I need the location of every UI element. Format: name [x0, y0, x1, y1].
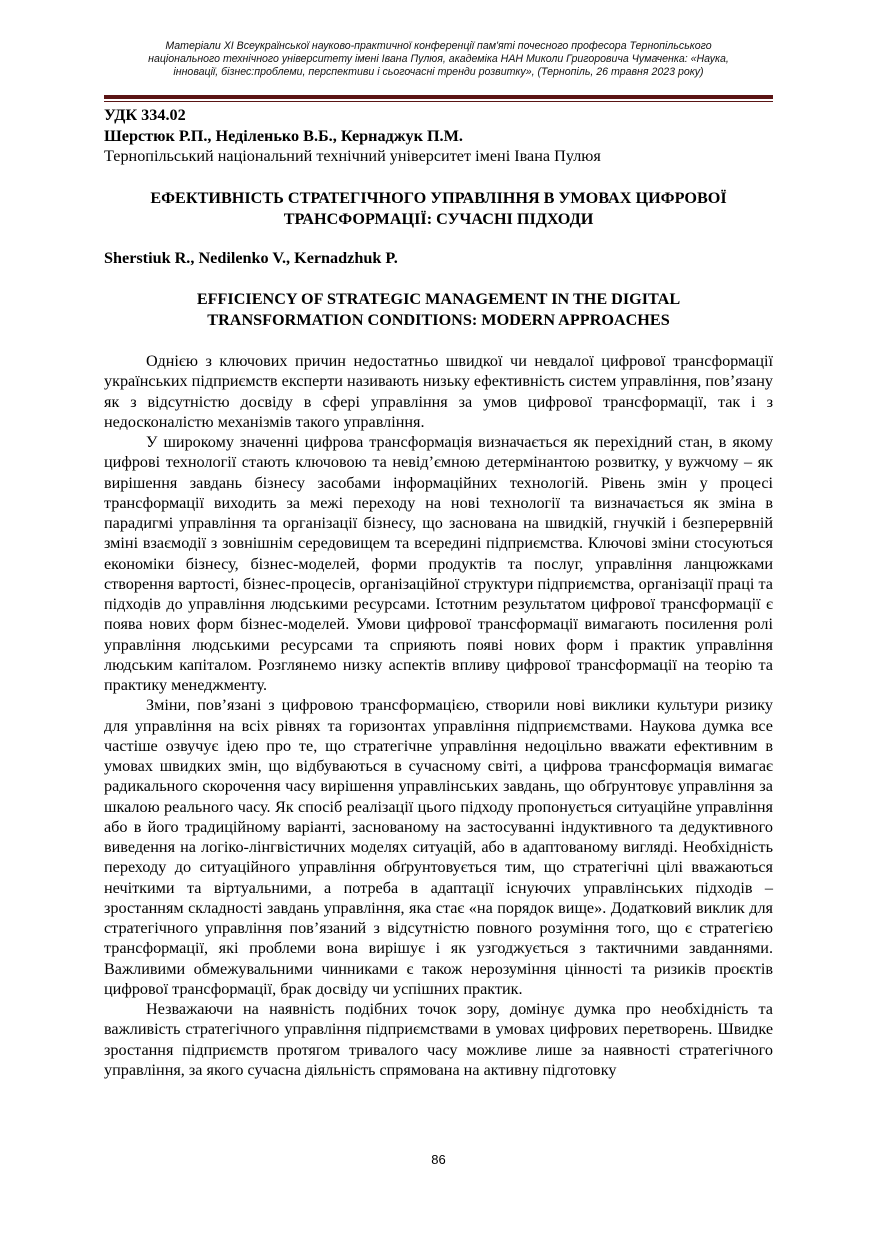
header-rule-thick	[104, 95, 773, 99]
paragraph-4: Незважаючи на наявність подібних точок зору, домінує думка про необхідність та важливість стратегічного управління підприємствами в умовах цифрових перетворень. Швидке зростання підприємств протягом тривалого часу можливе лише за наявності стратегічного управління, за якого сучасна діяльність спрямована на активну підготовку	[104, 1000, 773, 1079]
header-line-3: інновації, бізнес:проблеми, перспективи і сьогочасні тренди розвитку», (Тернопіль, 26 травня 2023 року)	[173, 66, 704, 79]
affiliation: Тернопільський національний технічний університет імені Івана Пулюя	[104, 147, 601, 165]
udc-code: УДК 334.02	[104, 106, 186, 124]
header-line-1: Матеріали XI Всеукраїнської науково-практичної конференції пам'яті почесного професора Тернопільського	[165, 40, 712, 52]
article-meta	[104, 105, 773, 167]
title-en-line-1: EFFICIENCY OF STRATEGIC MANAGEMENT IN THE DIGITAL	[196, 290, 681, 308]
authors-ua: Шерстюк Р.П., Неділенько В.Б., Кернаджук П.М.	[104, 126, 463, 145]
title-en	[104, 289, 773, 330]
conference-header	[104, 40, 773, 80]
paragraph-1: Однією з ключових причин недостатньо швидкої чи невдалої цифрової трансформації українських підприємств експерти називають низьку ефективність систем управління, пов’язану як з відсутністю досвіду в сфері управління за умов цифрової трансформації, так і з недосконалістю механізмів такого управління.	[104, 352, 773, 431]
page-number: 86	[431, 1152, 446, 1167]
header-rule-thin	[104, 101, 773, 102]
title-ua-line-2: ТРАНСФОРМАЦІЇ: СУЧАСНІ ПІДХОДИ	[283, 209, 594, 228]
title-ua-line-1: ЕФЕКТИВНІСТЬ СТРАТЕГІЧНОГО УПРАВЛІННЯ В УМОВАХ ЦИФРОВОЇ	[150, 189, 727, 207]
article-body	[104, 351, 773, 1080]
header-line-2: національного технічного університету імені Івана Пулюя, академіка НАН Миколи Григоровича Чумаченка: «Наука,	[148, 53, 729, 66]
title-ua	[104, 188, 773, 229]
paragraph-3: Зміни, пов’язані з цифровою трансформацією, створили нові виклики культури ризику для управління на всіх рівнях та горизонтах управління підприємствами. Наукова думка все частіше озвучує ідею про те, що стратегічне управління недоцільно вважати ефективним в умовах швидких змін, що відбуваються в сучасному світі, а цифрова трансформація вимагає радикального скорочення часу вирішення управлінських завдань, що обґрунтовує управління за шкалою реального часу. Як спосіб реалізації цього підходу пропонується ситуаційне управління або в його традиційному варіанті, заснованому на застосуванні індуктивного та дедуктивного виведення на логіко-лінгвістичних моделях ситуацій, або в адаптованому вигляді. Необхідність переходу до ситуаційного управління обґрунтовується тим, що стратегічні цілі вважаються нечіткими та віртуальними, а потреба в адаптації існуючих управлінських підходів – зростанням складності завдань управління, яка стає «на порядок вище». Додатковий виклик для стратегічного управління пов’язаний з відсутністю повного розуміння того, що є стратегією трансформації, які проблеми вона вирішує і як узгоджується з тактичними завданнями. Важливими обмежувальними чинниками є також нерозуміння цінності та ризиків проєктів цифрової трансформації, брак досвіду чи успішних практик.	[104, 696, 773, 998]
authors-en: Sherstiuk R., Nedilenko V., Kernadzhuk P.	[104, 249, 398, 267]
paragraph-2: У широкому значенні цифрова трансформація визначається як перехідний стан, в якому цифрові технології стають ключовою та невід’ємною детермінантою розвитку, у вужчому – як вирішення завдань бізнесу засобами інформаційних технологій. Рівень змін у процесі трансформації виходить за межі переходу на нові технології та визначається як зміна в парадигмі управління та організації бізнесу, що заснована на швидкій, гнучкій і безперервній зміні взаємодії з зовнішнім середовищем та всередині підприємства. Ключові зміни стосуються економіки бізнесу, бізнес-моделей, форми продуктів та послуг, управління ланцюжками створення вартості, бізнес-процесів, організаційної структури підприємства, організації праці та підходів до управління людськими ресурсами. Істотним результатом цифрової трансформації є поява нових форм бізнес-моделей. Умови цифрової трансформації вимагають посилення ролі управління людськими ресурсами та сприяють появі нових форм і практик управління людським капіталом. Розглянемо низку аспектів впливу цифрової трансформації на теорію та практику менеджменту.	[104, 433, 773, 694]
title-en-line-2: TRANSFORMATION CONDITIONS: MODERN APPROACHES	[207, 310, 670, 329]
